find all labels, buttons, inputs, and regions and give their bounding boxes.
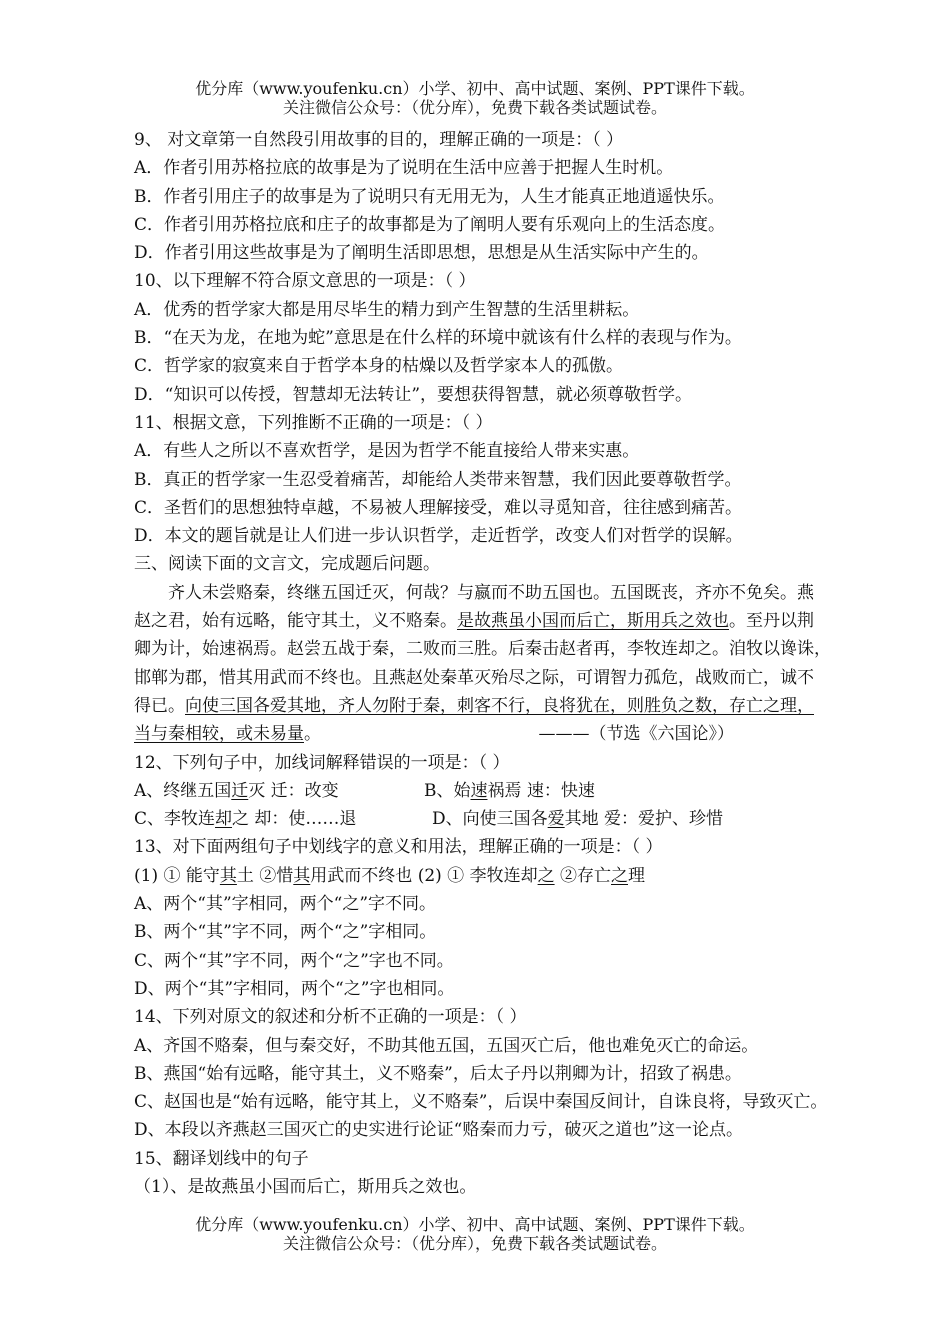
page-footer <box>0 1215 950 1253</box>
passage-line: 赵之君，始有远略，能守其土，义不赂秦。是故燕虽小国而后亡，斯用兵之效也。至丹以荆 <box>134 611 814 632</box>
q9-stem: 9、 对文章第一自然段引用故事的目的，理解正确的一项是：（ ） <box>134 130 624 150</box>
q13-stem: 13、对下面两组句子中划线字的意义和用法，理解正确的一项是：（ ） <box>134 837 663 858</box>
q11-option-b: B．真正的哲学家一生忍受着痛苦，却能给人类带来智慧，我们因此要尊敬哲学。 <box>134 469 742 490</box>
section-3-heading: 三、阅读下面的文言文，完成题后问题。 <box>134 554 440 575</box>
q13-option-c: C、两个“其”字不同，两个“之”字也不同。 <box>134 950 454 971</box>
footer-line-1: 优分库（www.youfenku.cn）小学、初中、高中试题、案例、PPT课件下载。 <box>195 1215 755 1234</box>
q11-stem: 11、根据文意，下列推断不正确的一项是：（ ） <box>134 412 493 433</box>
q13-option-a: A、两个“其”字相同，两个“之”字不同。 <box>134 894 437 915</box>
q12-option-c: C、李牧连却之 却：使……退 <box>134 809 357 830</box>
passage-line: 邯郸为郡，惜其用武而不终也。且燕赵处秦革灭殆尽之际，可谓智力孤危，战败而亡，诚不 <box>134 667 814 688</box>
q11-option-a: A．有些人之所以不喜欢哲学，是因为哲学不能直接给人带来实惠。 <box>134 441 640 462</box>
q12-stem: 12、下列句子中，加线词解释错误的一项是：（ ） <box>134 752 510 773</box>
q11-option-d: D．本文的题旨就是让人们进一步认识哲学，走近哲学，改变人们对哲学的误解。 <box>134 526 743 547</box>
q14-option-c: C、赵国也是“始有远略，能守其上，义不赂秦”，后误中秦国反间计，自诛良将，导致灭亡。 <box>134 1092 828 1113</box>
q10-option-c: C．哲学家的寂寞来自于哲学本身的枯燥以及哲学家本人的孤傲。 <box>134 356 624 377</box>
underlined-sentence-2-cont: 当与秦相较，或未易量 <box>134 724 304 745</box>
passage-line: 当与秦相较，或未易量。 ———（节选《六国论》） <box>134 720 914 748</box>
q10-option-d: D．“知识可以传授，智慧却无法转让”，要想获得智慧，就必须尊敬哲学。 <box>134 384 693 405</box>
page-header <box>0 79 950 117</box>
document-body <box>134 126 914 1201</box>
q9-option-d: D．作者引用这些故事是为了阐明生活即思想，思想是从生活实际中产生的。 <box>134 243 709 264</box>
passage-source: ———（节选《六国论》） <box>538 724 734 745</box>
q13-sentences: (1) ① 能守其土 ②惜其用武而不终也 (2) ① 李牧连却之 ②存亡之理 <box>134 865 645 886</box>
q12-option-d: D、向使三国各爱其地 爱：爱护、珍惜 <box>432 809 724 830</box>
q12-row-cd <box>134 805 914 833</box>
header-line-1: 优分库（www.youfenku.cn）小学、初中、高中试题、案例、PPT课件下载。 <box>195 79 755 98</box>
q12-row-ab <box>134 777 914 805</box>
q15-stem: 15、翻译划线中的句子 <box>134 1148 309 1169</box>
q14-option-a: A、齐国不赂秦，但与秦交好，不助其他五国，五国灭亡后，他也难免灭亡的命运。 <box>134 1035 759 1056</box>
q11-option-c: C．圣哲们的思想独特卓越，不易被人理解接受，难以寻觅知音，往往感到痛苦。 <box>134 497 743 518</box>
q10-option-a: A．优秀的哲学家大都是用尽毕生的精力到产生智慧的生活里耕耘。 <box>134 299 640 320</box>
q9-option-b: B．作者引用庄子的故事是为了说明只有无用无为，人生才能真正地逍遥快乐。 <box>134 186 725 207</box>
passage-line: 得已。向使三国各爱其地，齐人勿附于秦，刺客不行，良将犹在，则胜负之数，存亡之理， <box>134 695 814 716</box>
q9-option-a: A．作者引用苏格拉底的故事是为了说明在生活中应善于把握人生时机。 <box>134 158 674 179</box>
q12-option-a: A、终继五国迁灭 迁：改变 <box>134 780 339 801</box>
underlined-sentence-1: 是故燕虽小国而后亡，斯用兵之效也 <box>457 611 729 632</box>
q14-option-d: D、本段以齐燕赵三国灭亡的史实进行论证“赂秦而力亏，破灭之道也”这一论点。 <box>134 1120 744 1141</box>
passage-line: 卿为计，始速祸焉。赵尝五战于秦，二败而三胜。后秦击赵者再，李牧连却之。洎牧以谗诛， <box>134 639 831 660</box>
q13-option-b: B、两个“其”字不同，两个“之”字相同。 <box>134 922 437 943</box>
footer-line-2: 关注微信公众号：（优分库），免费下载各类试题试卷。 <box>282 1234 667 1253</box>
q10-option-b: B．“在天为龙，在地为蛇”意思是在什么样的环境中就该有什么样的表现与作为。 <box>134 328 742 349</box>
header-line-2: 关注微信公众号：（优分库），免费下载各类试题试卷。 <box>282 98 667 117</box>
passage-line: 齐人未尝赂秦，终继五国迁灭，何哉？与嬴而不助五国也。五国既丧，齐亦不免矣。燕 <box>168 582 814 603</box>
q10-stem: 10、以下理解不符合原文意思的一项是：（ ） <box>134 271 476 292</box>
q13-option-d: D、两个“其”字相同，两个“之”字也相同。 <box>134 978 455 999</box>
underlined-sentence-2: 向使三国各爱其地，齐人勿附于秦，刺客不行，良将犹在，则胜负之数，存亡之理， <box>185 695 814 716</box>
q15-sentence-1: （1）、是故燕虽小国而后亡，斯用兵之效也。 <box>134 1176 477 1197</box>
q14-option-b: B、燕国“始有远略，能守其土，义不赂秦”，后太子丹以荆卿为计，招致了祸患。 <box>134 1063 742 1084</box>
classical-passage <box>134 579 914 749</box>
q12-option-b: B、始速祸焉 速：快速 <box>424 780 595 801</box>
q14-stem: 14、下列对原文的叙述和分析不正确的一项是：（ ） <box>134 1007 527 1028</box>
q9-option-c: C．作者引用苏格拉底和庄子的故事都是为了阐明人要有乐观向上的生活态度。 <box>134 214 726 235</box>
